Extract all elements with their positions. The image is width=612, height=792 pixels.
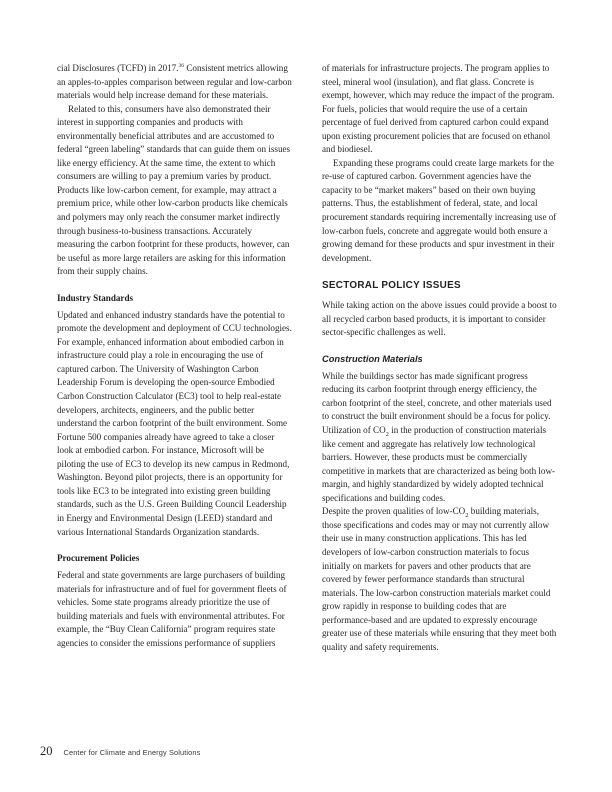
heading-industry-standards: Industry Standards (57, 292, 134, 303)
paragraph-text-part1: While the buildings sector has made significant progress reducing its carbon footprint through energy efficiency, the carbon footprint of the steel, concrete, and other materials used to construct the built environment should be a focus for policy. Utilization of CO (322, 370, 552, 436)
subscript-co2: 2 (385, 430, 389, 438)
subscript-co2: 2 (465, 512, 469, 520)
paragraph-text-part1: Despite the proven qualities of low-CO (322, 506, 466, 517)
footer-organization-name: Center for Climate and Energy Solutions (63, 748, 201, 757)
two-column-body (57, 62, 557, 712)
heading-procurement-policies: Procurement Policies (57, 553, 140, 564)
paragraph-buildings-sector (322, 370, 557, 505)
paragraph-program-materials: of materials for infrastructure projects. The program applies to steel, mineral wool (insulation), and flat glass. Concrete is exempt, however, which may reduce the impact of the program. For fuels, policies that would require the use of a certain percentage of fuel derived from captured carbon could expand upon existing procurement policies that are focused on ethanol and biodiesel. (322, 63, 555, 155)
paragraph-text-part1: cial Disclosures (TCFD) in 2017. (57, 63, 179, 73)
paragraph-text-part2: Consistent metrics allowing an apples-to-apples comparison between regular and low-carbon materials would help increase demand for these materials. (57, 63, 292, 101)
heading-construction-materials: Construction Materials (322, 353, 423, 364)
page-footer (40, 744, 200, 759)
paragraph-procurement-policies: Federal and state governments are large purchasers of building materials for infrastructure and of fuel for government fleets of vehicles. Some state programs already prioritize the use of building materials and fuels with environmental attributes. For example, the “Buy Clean California” program requires state agencies to consider the emissions performance of suppliers (57, 570, 287, 648)
paragraph-industry-standards: Updated and enhanced industry standards have the potential to promote the development and deployment of CCU technologies. For example, enhanced information about embodied carbon in infrastructure could play a role in encouraging the use of captured carbon. The University of Washington Carbon Leadership Forum is developing the open-source Embodied Carbon Construction Calculator (EC3) tool to help real-estate developers, architects, engineers, and the public better understand the carbon footprint of the built environment. Some Fortune 500 companies already have agreed to take a closer look at embodied carbon. For instance, Microsoft will be piloting the use of EC3 to develop its new campus in Redmond, Washington. Beyond pilot projects, there is an opportunity for tools like EC3 to be integrated into existing green building standards, such as the U.S. Green Building Council Leadership in Energy and Environmental Design (LEED) standard and various International Standards Organization standards. (57, 309, 292, 537)
paragraph-sectoral-intro: While taking action on the above issues could provide a boost to all recycled carbon based products, it is important to consider sector-specific challenges as well. (322, 300, 557, 338)
paragraph-text-part2: in the production of construction materials like cement and aggregate has relatively low technological barriers. However, these products must be commercially competitive in markets that are characterized as being both low-margin, and highly standardized by widely adopted technical specifications and building codes. (322, 425, 556, 503)
paragraph-low-co2-materials (322, 505, 557, 654)
heading-sectoral-policy-issues: SECTORAL POLICY ISSUES (322, 280, 461, 292)
paragraph-expanding-programs: Expanding these programs could create large markets for the re-use of captured carbon. Government agencies have the capacity to be “market makers” based on their own buying patterns. Thus, the establishment of federal, state, and local procurement standards requiring incrementally increasing use of low-carbon fuels, concrete and aggregate would both ensure a growing demand for these products and spur investment in their development. (322, 157, 557, 263)
footnote-reference-36: 36 (178, 62, 185, 69)
paragraph-tcfd-disclosures (57, 62, 292, 103)
right-column (322, 62, 557, 654)
page-number: 20 (40, 744, 53, 758)
paragraph-text-part2: building materials, those specifications and codes may or may not currently allow their use in many construction applications. This has led developers of low-carbon construction materials to focus initially on markets for pavers and other products that are covered by fewer performance standards than structural materials. The low-carbon construction materials market could grow rapidly in response to building codes that are performance-based and are updated to expressly encourage greater use of these materials while ensuring that they meet both quality and safety requirements. (322, 506, 557, 652)
paragraph-consumer-interest: Related to this, consumers have also demonstrated their interest in supporting companies and products with environmentally beneficial attributes and are accustomed to federal “green labeling” standards that can guide them on issues like energy efficiency. At the same time, the extent to which consumers are willing to pay a premium varies by product. Products like low-carbon cement, for example, may attract a premium price, while other low-carbon products like chemicals and polymers may only reach the consumer market indirectly through business-to-business transactions. Accurately measuring the carbon footprint for these products, however, can be useful as more large retailers are asking for this information from their supply chains. (57, 103, 291, 277)
left-column (57, 62, 292, 650)
